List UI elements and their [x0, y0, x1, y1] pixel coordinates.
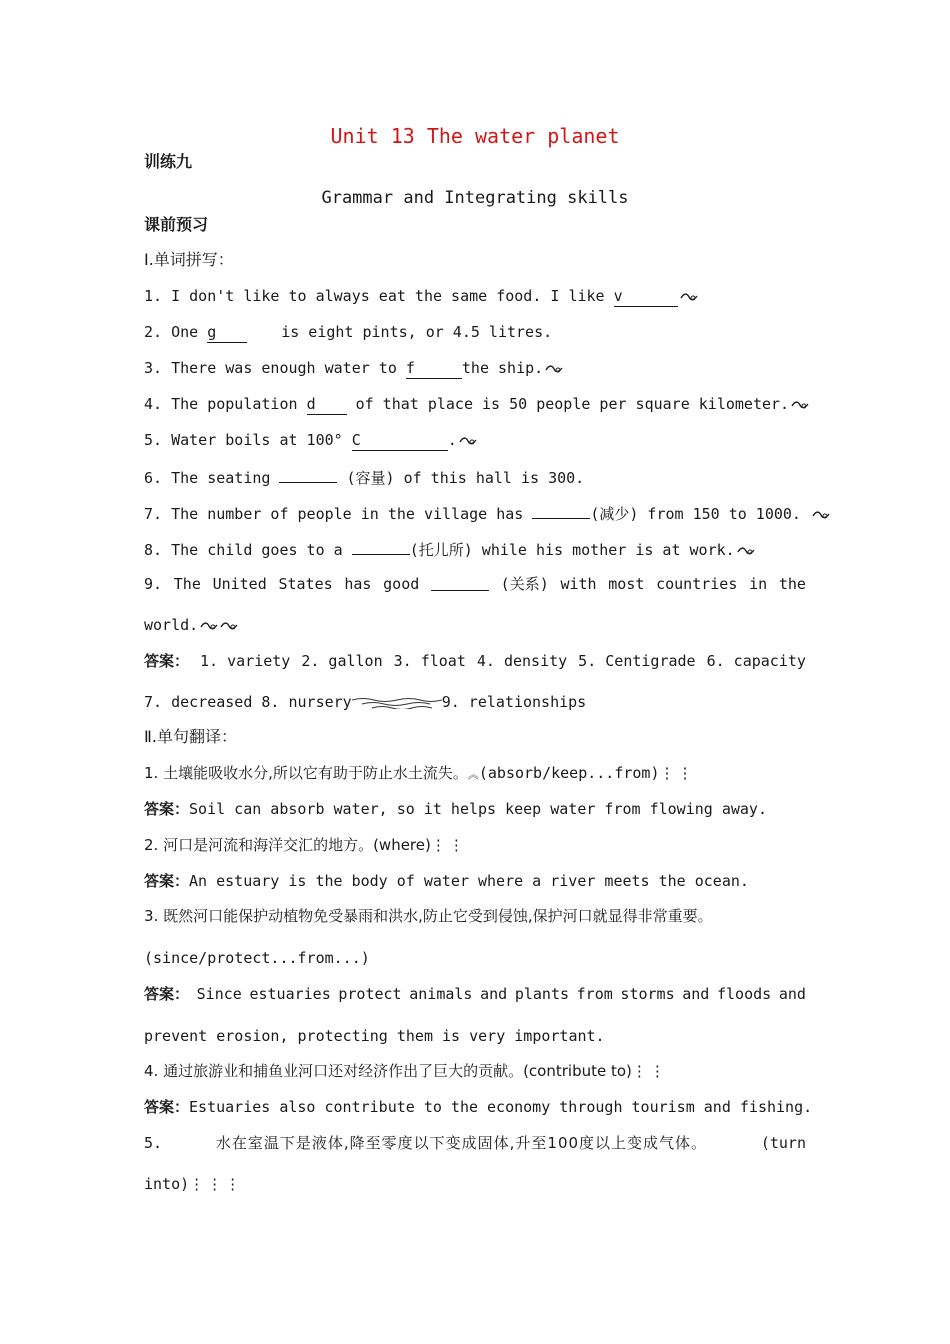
q2-chinese: 2. 河口是河流和海洋交汇的地方。(where): [144, 836, 431, 854]
q6-blank: [279, 466, 337, 483]
a3-line2-text: prevent erosion, protecting them is very important.: [144, 1027, 605, 1045]
a3-word: protect: [338, 985, 402, 1003]
q9-word: States: [278, 575, 333, 593]
a3-word: storms: [620, 985, 675, 1003]
q9-word: with: [560, 575, 597, 593]
q9-word: 9.: [144, 575, 163, 593]
question-9: [144, 574, 806, 594]
question-4: [144, 394, 809, 415]
page-title: Unit 13 The water planet: [330, 124, 620, 148]
a4-text: Estuaries also contribute to the economy through tourism and fishing.: [189, 1098, 813, 1116]
translation-q5: [144, 1133, 806, 1153]
question-3: [144, 358, 563, 379]
question-6: [144, 466, 584, 488]
translation-a3-line2: [144, 1026, 605, 1046]
dots-mark: ⋮⋮: [430, 836, 467, 854]
q9-word: has: [344, 575, 372, 593]
a3-word: Since: [196, 985, 242, 1003]
q9-word: United: [212, 575, 267, 593]
subtitle: Grammar and Integrating skills: [321, 188, 629, 208]
q5-word: 5.: [144, 1134, 163, 1152]
q8-text: 8. The child goes to a: [144, 541, 352, 559]
answer-item: 6. capacity: [706, 652, 806, 670]
dots-mark: ⋮⋮: [631, 1062, 668, 1080]
q4-chinese: 4. 通过旅游业和捕鱼业河口还对经济作出了巨大的贡献。(contribute to): [144, 1062, 632, 1080]
q5-text: 5. Water boils at 100°: [144, 431, 352, 449]
a2-text: An estuary is the body of water where a river meets the ocean.: [189, 872, 749, 890]
scribble-mark-icon: [791, 400, 809, 410]
translation-q1: [144, 763, 695, 785]
section1-heading: Ⅰ.单词拼写：: [144, 250, 234, 269]
a3-word: and: [682, 985, 710, 1003]
translation-q2: [144, 835, 467, 855]
a3-word: estuaries: [249, 985, 331, 1003]
q6-text: 6. The seating: [144, 469, 280, 487]
a3-word: and: [778, 985, 806, 1003]
a1-text: Soil can absorb water, so it helps keep water from flowing away.: [189, 800, 767, 818]
answers-section1-line2: [144, 692, 586, 712]
q5-chinese: 水在室温下是液体,降至零度以下变成固体,升至100度以上变成气体。: [215, 1134, 708, 1152]
answer-item: 3. float: [393, 652, 466, 670]
scribble-mark-icon: [812, 510, 830, 520]
q1-hint: (absorb/keep...from): [478, 764, 660, 782]
answer-item: 5. Centigrade: [578, 652, 696, 670]
q7-blank: [532, 502, 590, 519]
answer-item: 2. gallon: [301, 652, 383, 670]
translation-a2: [144, 871, 749, 891]
scribble-mark-icon: [737, 546, 755, 556]
translation-q5-line2: [144, 1174, 243, 1194]
answer-item: 9. relationships: [441, 693, 587, 711]
scribble-mark-icon: [459, 436, 477, 446]
question-8: [144, 538, 755, 560]
q4-post: of that place is 50 people per square kilometer.: [346, 395, 790, 413]
translation-a4: [144, 1097, 812, 1117]
answer-label: 答案：: [144, 985, 190, 1003]
scribble-mark-icon: [680, 292, 698, 302]
q6-post: (容量) of this hall is 300.: [337, 469, 585, 487]
q5-blank: C: [352, 430, 448, 451]
scribble-mark-icon: [220, 621, 238, 631]
answer-label: 答案：: [144, 1098, 190, 1116]
q9-word: most: [608, 575, 645, 593]
answer-label: 答案：: [144, 800, 190, 818]
q4-text: 4. The population: [144, 395, 307, 413]
q7-post: (减少) from 150 to 1000.: [590, 505, 801, 523]
translation-q3: [144, 906, 713, 926]
answer-item: 4. density: [476, 652, 568, 670]
dots-mark: ⋮⋮: [659, 764, 696, 782]
scribble-mark-icon: [545, 364, 563, 374]
q9-word: (关系): [500, 575, 549, 593]
q3-post: the ship.: [461, 359, 544, 377]
answer-label: 答案：: [144, 872, 190, 890]
preview-heading: 课前预习: [144, 215, 209, 234]
a3-word: plants: [514, 985, 570, 1003]
q9-word: the: [778, 575, 806, 593]
translation-a3: [144, 984, 806, 1004]
q1-chinese: 1. 土壤能吸收水分,所以它有助于防止水土流失。: [144, 764, 468, 782]
translation-a1: [144, 799, 767, 819]
question-1: [144, 286, 698, 307]
q3-hint: (since/protect...from...): [144, 949, 370, 967]
question-9-line2: [144, 615, 238, 635]
q9-word: The: [173, 575, 201, 593]
q2-blank: g: [207, 322, 247, 343]
q9-word: good: [383, 575, 420, 593]
training-label: 训练九: [144, 152, 193, 171]
q9-line2-text: world.: [144, 616, 199, 634]
chevron-up-icon: ︽: [467, 768, 479, 781]
wavy-mark-icon: [352, 697, 442, 709]
answer-item: 7. decreased 8. nursery: [144, 693, 352, 711]
question-7: [144, 502, 830, 524]
q8-blank: [352, 538, 410, 555]
q3-chinese: 3. 既然河口能保护动植物免受暴雨和洪水,防止它受到侵蚀,保护河口就显得非常重要。: [144, 907, 713, 925]
a3-word: from: [576, 985, 613, 1003]
q9-blank: [431, 574, 489, 591]
question-2: [144, 322, 552, 343]
q9-word: countries: [656, 575, 738, 593]
answer-label: 答案：: [144, 652, 190, 670]
translation-q4: [144, 1061, 668, 1081]
question-5: [144, 430, 477, 451]
q1-blank: v: [614, 286, 678, 307]
q7-text: 7. The number of people in the village has: [144, 505, 533, 523]
dots-mark: ⋮⋮⋮: [189, 1175, 244, 1193]
section2-heading: Ⅱ.单句翻译：: [144, 727, 237, 746]
q2-post: is eight pints, or 4.5 litres.: [281, 323, 553, 341]
a3-word: animals: [409, 985, 473, 1003]
q4-blank: d: [307, 394, 347, 415]
a3-word: floods: [716, 985, 772, 1003]
a3-word: and: [480, 985, 508, 1003]
answers-section1-line1: [144, 651, 806, 671]
translation-q3-hint: [144, 948, 370, 968]
q1-text: 1. I don't like to always eat the same food. I like: [144, 287, 614, 305]
q2-text: 2. One: [144, 323, 208, 341]
q8-post: (托儿所) while his mother is at work.: [409, 541, 735, 559]
q3-blank: f: [406, 358, 462, 379]
answer-item: 1. variety: [200, 652, 291, 670]
scribble-mark-icon: [200, 621, 218, 631]
q5-line2-text: into): [144, 1175, 190, 1193]
q3-text: 3. There was enough water to: [144, 359, 406, 377]
q5-post: .: [447, 431, 457, 449]
q9-word: in: [749, 575, 768, 593]
q5-word: (turn: [760, 1134, 806, 1152]
